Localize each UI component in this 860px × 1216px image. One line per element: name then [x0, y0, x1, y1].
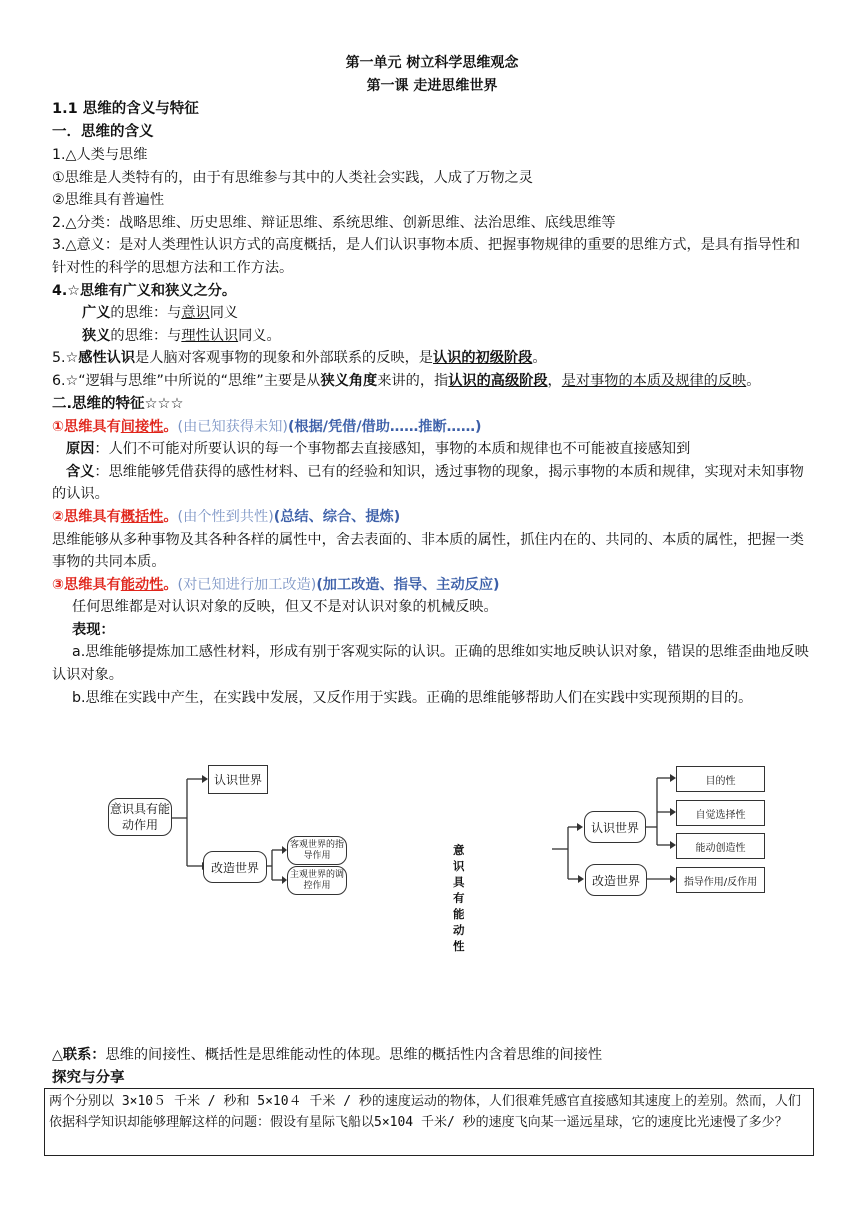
item1-title: 1.△人类与思维 — [52, 147, 148, 163]
narrow-term: 理性认识 — [181, 327, 239, 344]
part1-heading: 一．思维的含义 — [52, 124, 154, 140]
item6-stage: 认识的高级阶段 — [448, 372, 548, 389]
f2-hint: (由个性到共性) — [177, 508, 274, 525]
left-know-node: 认识世界 — [208, 765, 268, 794]
item5-num: 5.☆ — [52, 350, 79, 367]
item2: 2.△分类：战略思维、历史思维、辩证思维、系统思维、创新思维、法治思维、底线思维等 — [52, 214, 616, 231]
item5-end: 。 — [532, 350, 547, 367]
broad-label: 广义 — [82, 305, 111, 322]
meaning-text: ：思维能够凭借获得的感性材料、已有的经验和知识，透过事物的现象，揭示事物的本质和规律，实现对未知事物的认识。 — [52, 463, 804, 503]
broad-term: 意识 — [181, 305, 210, 322]
left-root-node: 意识具有能动作用 — [108, 798, 172, 836]
item6-angle: 狭义角度 — [320, 372, 378, 389]
explore-title: 探究与分享 — [52, 1069, 125, 1086]
reason-text: ：人们不可能对所要认识的每一个事物都去直接感知，事物的本质和规律也不可能被直接感知到 — [94, 441, 691, 458]
f3-text: 任何思维都是对认识对象的反映，但又不是对认识对象的机械反映。 — [72, 599, 498, 616]
left-change-node: 改造世界 — [203, 851, 267, 883]
item6-essence: 是对事物的本质及规律的反映 — [561, 372, 747, 389]
narrow-text: 的思维：与 — [110, 327, 182, 344]
f3-label: ③思维具有 — [52, 576, 121, 593]
f2-label: ②思维具有 — [52, 508, 121, 525]
f3-hint: (对已知进行加工改造) — [177, 576, 317, 593]
explore-text: 两个分别以 3×10５ 千米 / 秒和 5×10４ 千米 / 秒的速度运动的物体，人们很难凭感官直接感知其速度上的差别。然而，人们依据科学知识却能够理解这样的问题：假设有星际飞船以5×104 千米/ 秒的速度飞向某一遥远星球，它的速度比光速慢了多少？ — [49, 1094, 801, 1130]
lesson-title: 第一课 走进思维世界 — [366, 78, 498, 94]
link-line — [52, 1044, 818, 1067]
f2-text: 思维能够从多种事物及其各种各样的属性中，舍去表面的、非本质的属性，抓住内在的、共同的、本质的属性，把握一类事物的共同本质。 — [52, 531, 804, 571]
f2-term: 概括性 — [120, 508, 164, 525]
f1-label: ①思维具有 — [52, 418, 121, 435]
right-change-node: 改造世界 — [585, 864, 647, 896]
item6-end: 。 — [746, 372, 761, 389]
link-label: △联系： — [52, 1047, 106, 1063]
item1-b: ②思维具有普遍性 — [52, 192, 165, 209]
part2-heading: 二.思维的特征☆☆☆ — [52, 395, 184, 412]
item6-text: 6.☆“逻辑与思维”中所说的“思维”主要是从 — [52, 372, 321, 389]
broad-text: 的思维：与 — [110, 305, 182, 322]
item4-title: 4.☆思维有广义和狭义之分。 — [52, 282, 237, 299]
item5-term: 感性认识 — [78, 350, 136, 367]
link-section — [52, 1044, 818, 1090]
right-know-node: 认识世界 — [584, 811, 646, 843]
left-leaf-guide: 客观世界的指导作用 — [287, 836, 347, 865]
section-heading: 1.1 思维的含义与特征 — [52, 101, 199, 117]
right-leaf-guide: 指导作用/反作用 — [676, 867, 765, 893]
item6-sep: ， — [547, 372, 562, 389]
right-root-label: 意识具有能动性 — [453, 843, 465, 953]
f1-dot: 。 — [163, 418, 178, 435]
f2-dot: 。 — [163, 508, 178, 525]
reason-label: 原因 — [66, 441, 95, 458]
f2-keywords: (总结、综合、提炼) — [273, 508, 401, 525]
narrow-end: 同义。 — [238, 327, 281, 344]
left-leaf-regulate: 主观世界的调控作用 — [287, 866, 347, 895]
item5-stage: 认识的初级阶段 — [432, 350, 533, 367]
f3-dot: 。 — [163, 576, 178, 593]
f1-term: 间接性 — [120, 418, 164, 435]
right-leaf-create: 能动创造性 — [676, 833, 765, 859]
f3-term: 能动性 — [120, 576, 164, 593]
link-text: 思维的间接性、概括性是思维能动性的体现。思维的概括性内含着思维的间接性 — [105, 1047, 603, 1063]
broad-end: 同义 — [209, 305, 239, 322]
right-leaf-choice: 自觉选择性 — [676, 800, 765, 826]
item6-mid: 来讲的，指 — [377, 372, 449, 389]
f1-hint: (由已知获得未知) — [177, 418, 288, 435]
f3-performance: 表现： — [72, 621, 115, 638]
f3-a: a.思维能够提炼加工感性材料，形成有别于客观实际的认识。正确的思维如实地反映认识对象，错误的思维歪曲地反映认识对象。 — [52, 644, 809, 684]
unit-title: 第一单元 树立科学思维观念 — [345, 55, 519, 71]
item1-a: ①思维是人类特有的，由于有思维参与其中的人类社会实践，人成了万物之灵 — [52, 169, 533, 186]
narrow-label: 狭义 — [82, 327, 111, 344]
item3: 3.△意义：是对人类理性认识方式的高度概括，是人们认识事物本质、把握事物规律的重要的思维方式，是具有指导性和针对性的科学的思想方法和工作方法。 — [52, 237, 801, 276]
item5-text: 是人脑对客观事物的现象和外部联系的反映，是 — [135, 350, 433, 367]
f1-keywords: (根据/凭借/借助……推断……) — [287, 418, 482, 435]
f3-keywords: (加工改造、指导、主动反应) — [316, 576, 500, 593]
f3-b: b.思维在实践中产生，在实践中发展，又反作用于实践。正确的思维能够帮助人们在实践中实现预期的目的。 — [72, 689, 753, 706]
meaning-label: 含义 — [66, 463, 95, 480]
right-leaf-purpose: 目的性 — [676, 766, 765, 792]
explore-box — [44, 1088, 814, 1156]
